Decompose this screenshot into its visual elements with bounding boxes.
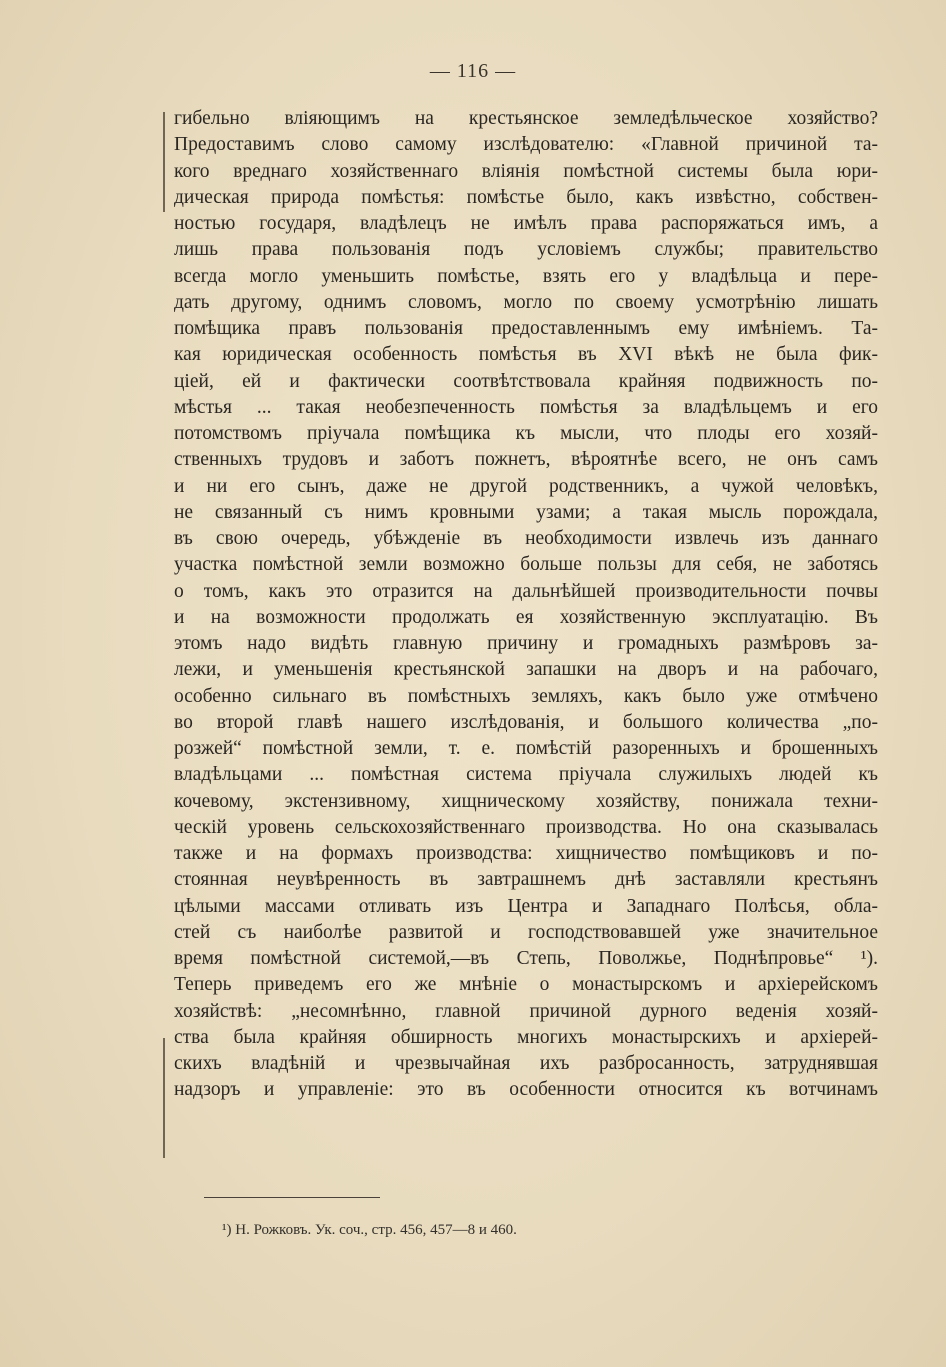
text-line: надзоръ и управленіе: это въ особенности относится къ вотчинамъ [174, 1079, 878, 1101]
footnote-text: Н. Рожковъ. Ук. соч., стр. 456, 457—8 и 460. [235, 1222, 517, 1238]
text-line: Предоставимъ слово самому изслѣдователю: «Главной причиной та- [174, 134, 878, 156]
text-line: о томъ, какъ это отразится на дальнѣйшей производительности почвы [174, 580, 878, 602]
text-line: помѣщика правъ пользованія предоставленнымъ ему имѣніемъ. Та- [174, 318, 878, 339]
margin-mark-bottom [163, 1038, 165, 1158]
text-line: кочевому, экстензивному, хищническому хозяйству, понижала техни- [174, 790, 878, 812]
text-line: ческій уровень сельскохозяйственнаго производства. Но она сказывалась [174, 816, 878, 838]
text-line: стей съ наиболѣе развитой и господствовавшей уже значительное [174, 921, 878, 943]
text-line: кого вреднаго хозяйственнаго вліянія помѣстной системы была юри- [174, 160, 878, 182]
text-line: стоянная неувѣренность въ завтрашнемъ днѣ заставляли крестьянъ [174, 869, 878, 891]
page-number: — 116 — [429, 60, 517, 82]
text-line: Теперь приведемъ его же мнѣніе о монастырскомъ и архіерейскомъ [174, 974, 878, 996]
margin-mark-top [163, 112, 165, 212]
text-line: владѣльцами ... помѣстная система пріучала служилыхъ людей къ [174, 764, 878, 786]
text-line: во второй главѣ нашего изслѣдованія, и большого количества „по- [174, 711, 878, 733]
text-line: и ни его сынъ, даже не другой родственникъ, а чужой человѣкъ, [174, 475, 878, 497]
text-line: кая юридическая особенность помѣстья въ XVI вѣкѣ не была фик- [174, 344, 878, 366]
text-line: ностью государя, владѣлецъ не имѣлъ права распоряжаться имъ, а [174, 213, 878, 234]
text-line: мѣстья ... такая необезпеченность помѣстья за владѣльцемъ и его [174, 396, 878, 418]
footnote-separator [204, 1197, 380, 1198]
text-line: скихъ владѣній и чрезвычайная ихъ разбросанность, затруднявшая [174, 1053, 878, 1074]
text-line: лишь права пользованія подъ условіемъ службы; правительство [174, 239, 878, 261]
text-line: лежи, и уменьшенія крестьянской запашки на дворъ и на рабочаго, [174, 659, 878, 681]
text-line: потомствомъ пріучала помѣщика къ мысли, что плоды его хозяй- [174, 423, 878, 444]
text-line: не связанный съ нимъ кровными узами; а такая мысль порождала, [174, 501, 878, 523]
text-line: время помѣстной системой,—въ Степь, Поволжье, Поднѣпровье“ ¹). [174, 948, 878, 969]
text-line: ственныхъ трудовъ и заботъ пожнетъ, вѣроятнѣе всего, не онъ самъ [174, 449, 878, 471]
text-line: особенно сильнаго въ помѣстныхъ земляхъ, какъ было уже отмѣчено [174, 685, 878, 707]
footnote-marker: ¹) [222, 1222, 232, 1238]
text-line: дать другому, однимъ словомъ, могло по своему усмотрѣнію лишать [174, 291, 878, 313]
text-line: и на возможности продолжать ея хозяйственную эксплуатацію. Въ [174, 606, 878, 628]
text-line: дическая природа помѣстья: помѣстье было, какъ извѣстно, собствен- [174, 186, 878, 208]
text-line: участка помѣстной земли возможно больше пользы для себя, не заботясь [174, 554, 878, 576]
text-line: ціей, ей и фактически соотвѣтствовала крайняя подвижность по- [174, 370, 878, 392]
text-line: этомъ надо видѣть главную причину и громадныхъ размѣровъ за- [174, 633, 878, 654]
text-line: цѣлыми массами отливать изъ Центра и Западнаго Полѣсья, обла- [174, 895, 878, 917]
footnote [222, 1222, 517, 1239]
text-line: гибельно вліяющимъ на крестьянское земледѣльческое хозяйство? [174, 108, 878, 129]
text-line: розжей“ помѣстной земли, т. е. помѣстій разоренныхъ и брошенныхъ [174, 738, 878, 759]
text-line: также и на формахъ производства: хищничество помѣщиковъ и по- [174, 843, 878, 864]
text-line: всегда могло уменьшить помѣстье, взять его у владѣльца и пере- [174, 265, 878, 287]
text-line: въ свою очередь, убѣжденіе въ необходимости извлечь изъ даннаго [174, 528, 878, 549]
text-line: ства была крайняя обширность многихъ монастырскихъ и архіерей- [174, 1026, 878, 1048]
text-line: хозяйствѣ: „несомнѣнно, главной причиной дурного веденія хозяй- [174, 1000, 878, 1022]
body-text [174, 106, 878, 1104]
